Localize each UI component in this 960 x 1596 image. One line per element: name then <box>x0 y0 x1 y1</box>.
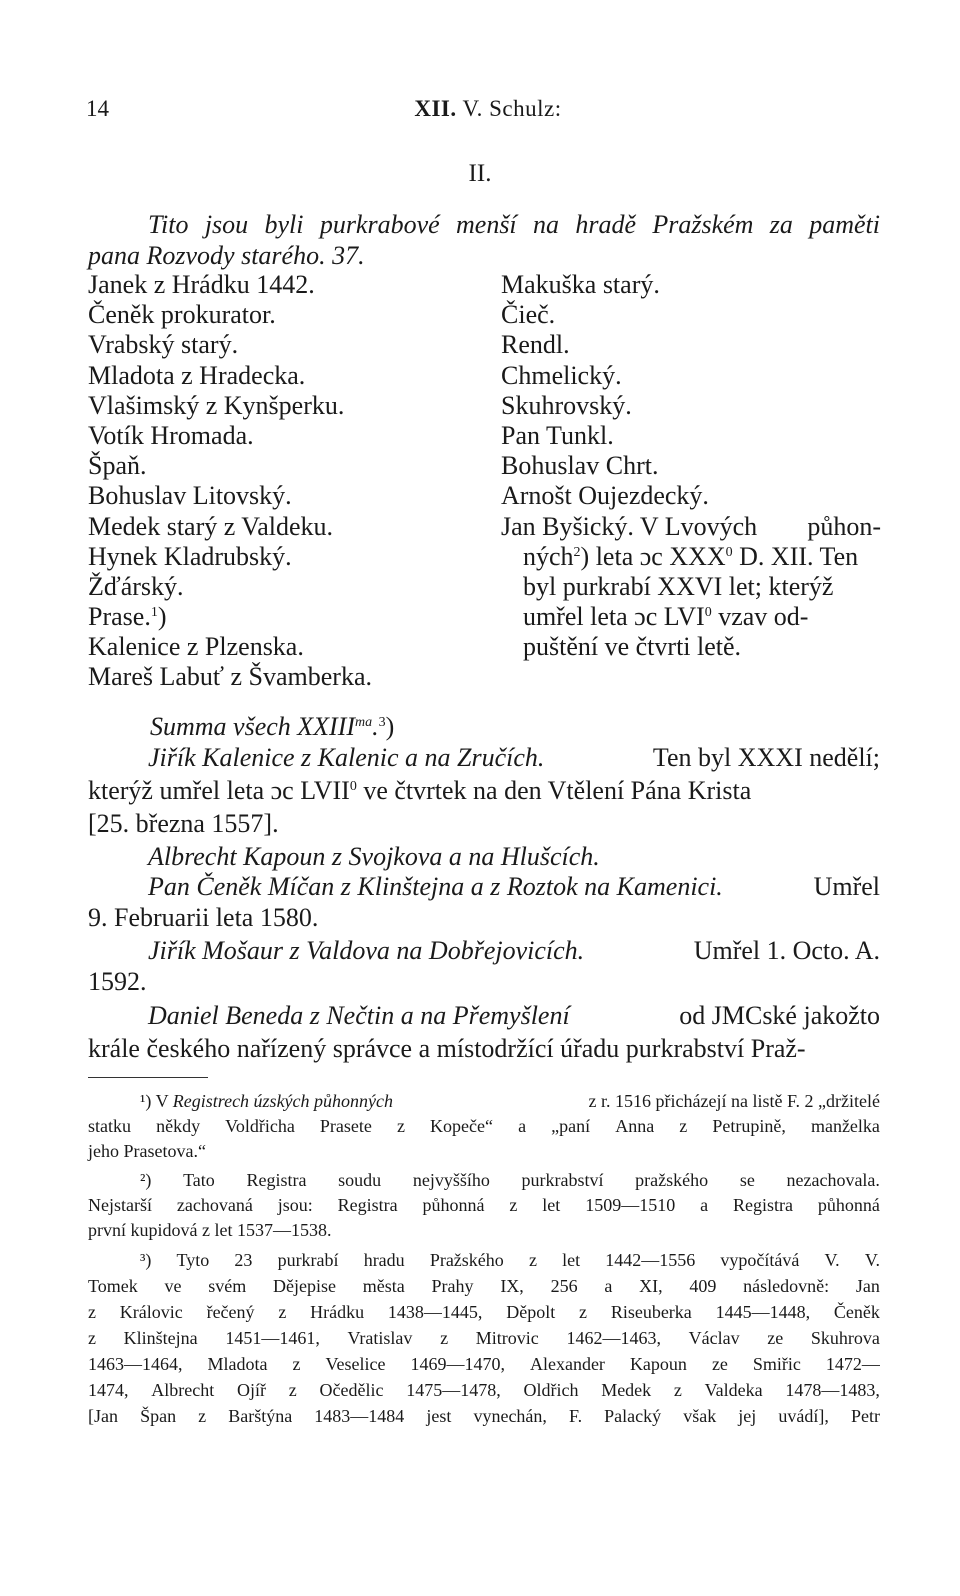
footnote-word: Očedělic <box>319 1380 384 1400</box>
footnote-word: pražského <box>635 1170 709 1190</box>
footnote-word: purkrabí <box>277 1250 339 1270</box>
footnote-word: 23 <box>234 1250 253 1270</box>
intro-word: purkrabové <box>319 210 440 239</box>
footnote-word: manželka <box>810 1116 880 1136</box>
footnote-word: IX, <box>500 1276 524 1296</box>
footnote-word: nejvyššího <box>412 1170 490 1190</box>
footnote-word: Tato <box>183 1170 215 1190</box>
para-3-rest: Umřel <box>813 872 880 901</box>
bysicky-line-4-sup: 0 <box>704 605 712 621</box>
bysicky-line-1-start: Jan Byšický. V Lvových <box>501 511 758 541</box>
footnote-word: však <box>683 1406 717 1426</box>
footnote-1-rest: z r. 1516 přicházejí na listě F. 2 „držitelé <box>588 1091 880 1111</box>
para-1-line-2-sup: 0 <box>349 779 357 794</box>
footnote-word: řečený <box>206 1302 255 1322</box>
footnote-word: F. <box>569 1406 583 1426</box>
para-1-line-2 <box>88 776 880 806</box>
footnote-word: jest <box>426 1406 452 1426</box>
intro-word: jsou <box>204 210 249 239</box>
footnote-word: Klinštejna <box>123 1328 198 1348</box>
footnote-word: 1445—1448, <box>715 1302 811 1322</box>
footnote-word: z <box>579 1302 588 1322</box>
footnote-word: svém <box>208 1276 247 1296</box>
bysicky-line-2-b: ) leta ɔc XXX <box>580 541 726 571</box>
list-item: Čeněk prokurator. <box>88 300 276 330</box>
list-item: Vrabský starý. <box>88 330 239 360</box>
running-head-volume: XII. <box>414 96 457 121</box>
footnote-2-line-2 <box>88 1192 880 1218</box>
footnote-word: Albrecht <box>151 1380 215 1400</box>
footnote-word: Vratislav <box>347 1328 413 1348</box>
footnote-word: Valdeka <box>704 1380 763 1400</box>
footnote-word: Oldřich <box>523 1380 579 1400</box>
para-1-line-2-a: kterýž umřel leta ɔc LVII <box>88 776 350 805</box>
list-item: Mladota z Hradecka. <box>88 360 306 390</box>
footnote-word: z <box>198 1406 207 1426</box>
footnote-word: ²) <box>140 1170 152 1190</box>
footnote-word: 1483—1484 <box>314 1406 405 1426</box>
list-item: Mareš Labuť z Švamberka. <box>88 662 373 692</box>
footnote-3-line-2 <box>88 1273 880 1299</box>
footnote-word: hradu <box>363 1250 405 1270</box>
footnote-3-line-3 <box>88 1299 880 1325</box>
para-4-line-2: 1592. <box>88 967 147 996</box>
footnote-word: z <box>673 1380 682 1400</box>
footnote-ref-2: 2 <box>573 544 581 560</box>
page-number: 14 <box>86 96 109 121</box>
footnote-word: se <box>739 1170 755 1190</box>
footnote-word: Kapoun <box>629 1354 687 1374</box>
footnote-word: Děpolt <box>506 1302 556 1322</box>
footnote-word: z <box>679 1116 688 1136</box>
footnote-word: 1478—1483, <box>785 1380 880 1400</box>
list-item: Janek z Hrádku 1442. <box>88 270 315 299</box>
summa-close: ) <box>385 712 395 741</box>
footnote-word: a <box>700 1195 709 1215</box>
footnote-word: Petrupině, <box>712 1116 786 1136</box>
footnote-1-lead <box>140 1088 393 1114</box>
footnote-word: Voldřicha <box>225 1116 295 1136</box>
footnote-word: ³) <box>140 1250 152 1270</box>
list-item: Skuhrovský. <box>501 390 632 420</box>
summa-after: . <box>372 712 379 741</box>
list-item: Arnošt Oujezdecký. <box>501 481 709 511</box>
summa-line <box>150 712 394 742</box>
footnote-1-line-2 <box>88 1113 880 1139</box>
bysicky-line-4-b: vzav od- <box>711 602 809 632</box>
list-right-column <box>501 270 881 662</box>
footnote-word: 1469—1470, <box>410 1354 505 1374</box>
footnote-divider <box>88 1077 208 1078</box>
footnote-word: Registra <box>337 1195 398 1215</box>
footnote-word: let <box>542 1195 561 1215</box>
bysicky-line-2-sup: 0 <box>725 544 733 560</box>
list-left-column <box>88 270 488 693</box>
footnote-word: půhonná <box>817 1195 880 1215</box>
bysicky-line-2-c: D. XII. Ten <box>732 541 859 571</box>
footnote-word: z <box>440 1328 449 1348</box>
intro-word: za <box>769 210 793 239</box>
footnote-word: V. <box>824 1250 840 1270</box>
bysicky-line-4-a: umřel leta ɔc LVI <box>523 602 705 632</box>
footnote-word: [Jan <box>88 1406 118 1426</box>
list-item: Hynek Kladrubský. <box>88 541 292 571</box>
footnote-word: z <box>88 1328 96 1348</box>
footnote-word: Palacký <box>604 1406 662 1426</box>
footnote-word: z <box>509 1195 518 1215</box>
intro-word: Pražském <box>652 210 754 239</box>
footnote-3-line-5 <box>88 1351 880 1377</box>
intro-word: Tito <box>148 210 189 239</box>
footnote-word: Hrádku <box>310 1302 365 1322</box>
footnote-word: následovně: <box>743 1276 830 1296</box>
list-item: Bohuslav Litovský. <box>88 481 292 511</box>
intro-line-1 <box>148 210 880 240</box>
footnote-word: Veselice <box>325 1354 386 1374</box>
footnote-word: Nejstarší <box>88 1195 152 1215</box>
footnote-word: Riseuberka <box>610 1302 692 1322</box>
para-1-rest: Ten byl XXXI nedělí; <box>652 743 880 772</box>
footnote-word: „paní <box>551 1116 591 1136</box>
bysicky-line-2 <box>501 542 881 572</box>
para-1-line-1 <box>148 743 880 773</box>
para-4-line-1 <box>148 936 880 966</box>
list-item: Chmelický. <box>501 360 622 390</box>
running-head-author: V. Schulz: <box>456 96 562 121</box>
footnote-word: z <box>292 1354 301 1374</box>
footnote-word: ze <box>767 1328 784 1348</box>
footnote-ref-1: 1 <box>150 605 158 621</box>
footnote-word: 1451—1461, <box>225 1328 320 1348</box>
footnote-word: půhonná <box>422 1195 485 1215</box>
footnote-word: Špan <box>140 1406 177 1426</box>
footnote-word: Registra <box>732 1195 793 1215</box>
footnote-word: 1438—1445, <box>387 1302 483 1322</box>
footnote-word: Václav <box>688 1328 740 1348</box>
footnote-word: z <box>288 1380 297 1400</box>
bysicky-line-1-end: půhon- <box>807 511 881 541</box>
footnote-ref-3: 3 <box>378 715 386 730</box>
footnote-word: a <box>518 1116 527 1136</box>
footnote-word: zachovaná <box>176 1195 253 1215</box>
footnote-word: Prahy <box>431 1276 474 1296</box>
footnote-word: Kopeče“ <box>430 1116 493 1136</box>
para-2: Albrecht Kapoun z Svojkova a na Hlušcích. <box>148 842 600 871</box>
footnote-3-line-1 <box>140 1247 880 1273</box>
list-item-prase: Prase.$^1$) <box>88 602 167 632</box>
footnote-word: 1463—1464, <box>88 1354 183 1374</box>
footnote-word: Čeněk <box>833 1302 880 1322</box>
footnote-word: 409 <box>689 1276 717 1296</box>
summa-sup: ma <box>355 715 373 730</box>
page-header <box>86 96 890 130</box>
footnote-word: 1472— <box>825 1354 880 1374</box>
running-head <box>86 96 890 122</box>
footnote-word: Smiřic <box>752 1354 801 1374</box>
footnote-word: 1474, <box>88 1380 129 1400</box>
footnote-word: vynechán, <box>473 1406 547 1426</box>
footnote-2-line-3: první kupidová z let 1537—1538. <box>88 1220 332 1240</box>
footnote-word: z <box>278 1302 287 1322</box>
footnote-word: vypočítává <box>720 1250 800 1270</box>
para-1-name: Jiřík Kalenice z Kalenic a na Zručích. <box>148 743 545 772</box>
footnote-word: purkrabství <box>521 1170 604 1190</box>
footnote-word: Mladota <box>207 1354 268 1374</box>
footnote-word: statku <box>88 1116 131 1136</box>
footnote-word: města <box>362 1276 405 1296</box>
footnote-3-line-7 <box>88 1403 880 1429</box>
footnote-1-line-1 <box>140 1088 880 1114</box>
list-item: Bohuslav Chrt. <box>501 451 659 481</box>
list-item: Votík Hromada. <box>88 420 254 450</box>
footnote-word: Mitrovic <box>475 1328 539 1348</box>
list-item: Špaň. <box>88 451 147 481</box>
footnote-word: někdy <box>156 1116 201 1136</box>
intro-line-2 <box>88 241 365 271</box>
footnote-3-line-6 <box>88 1377 880 1403</box>
footnote-word: Skuhrova <box>810 1328 880 1348</box>
para-5-line-1 <box>148 1001 880 1031</box>
intro-line-2-text: pana Rozvody starého. 37. <box>88 241 365 270</box>
list-item-text: Prase. <box>88 602 151 632</box>
footnote-1-marker: ¹) V <box>140 1091 173 1111</box>
list-item: Pan Tunkl. <box>501 420 614 450</box>
list-item: Rendl. <box>501 330 570 360</box>
list-item: Vlašimský z Kynšperku. <box>88 390 345 420</box>
footnote-word: Prasete <box>319 1116 372 1136</box>
footnote-word: nezachovala. <box>786 1170 880 1190</box>
footnote-word: 1475—1478, <box>406 1380 501 1400</box>
footnote-1-title: Registrech úzských půhonných <box>172 1091 394 1111</box>
footnote-word: Anna <box>615 1116 655 1136</box>
footnote-word: z <box>88 1302 96 1322</box>
footnote-word: Jan <box>855 1276 880 1296</box>
footnote-word: let <box>562 1250 581 1270</box>
bysicky-line-5: puštění ve čtvrti letě. <box>523 632 742 662</box>
list-item: Medek starý z Valdeku. <box>88 511 334 541</box>
para-3-line-1 <box>148 872 880 902</box>
footnote-3-line-4 <box>88 1325 880 1351</box>
intro-word: byli <box>264 210 304 239</box>
footnote-word: ve <box>164 1276 182 1296</box>
para-1-line-2-b: ve čtvrtek na den Vtělení Pána Krista <box>356 776 752 805</box>
footnote-word: Královic <box>119 1302 183 1322</box>
footnote-word: Tyto <box>176 1250 210 1270</box>
footnote-word: Petr <box>850 1406 880 1426</box>
summa-text: Summa všech XXIII <box>150 712 356 741</box>
para-5-line-2: krále českého nařízený správce a místodržící úřadu purkrabství Praž- <box>88 1034 806 1063</box>
intro-word: menší <box>456 210 517 239</box>
footnote-1-line-3: jeho Prasetova.“ <box>88 1141 206 1161</box>
para-5-rest: od JMCské jakožto <box>679 1001 880 1030</box>
footnote-word: uvádí], <box>778 1406 829 1426</box>
footnote-word: 1509—1510 <box>585 1195 676 1215</box>
footnote-word: ze <box>711 1354 728 1374</box>
para-1-line-3: [25. března 1557]. <box>88 809 279 838</box>
footnote-word: jsou: <box>277 1195 313 1215</box>
bysicky-line-2-a: ných <box>523 541 574 571</box>
footnote-word: Dějepise <box>273 1276 337 1296</box>
footnote-word: Tomek <box>88 1276 138 1296</box>
list-item: Žďárský. <box>88 571 184 601</box>
footnote-word: XI, <box>639 1276 663 1296</box>
footnote-word: 256 <box>550 1276 578 1296</box>
footnote-word: a <box>604 1276 613 1296</box>
intro-word: na <box>533 210 559 239</box>
footnote-word: z <box>528 1250 537 1270</box>
footnote-word: Medek <box>601 1380 652 1400</box>
intro-word: paměti <box>809 210 880 239</box>
footnote-word: Ojíř <box>236 1380 266 1400</box>
footnote-word: 1462—1463, <box>566 1328 661 1348</box>
para-3-line-2: 9. Februarii leta 1580. <box>88 903 319 932</box>
bysicky-line-3: byl purkrabí XXVI let; kterýž <box>523 571 834 601</box>
bysicky-line-1 <box>501 512 881 542</box>
footnote-word: Pražského <box>429 1250 504 1270</box>
list-item: Čieč. <box>501 300 556 330</box>
footnote-word: jej <box>738 1406 757 1426</box>
footnote-word: Alexander <box>529 1354 605 1374</box>
footnote-word: Registra <box>246 1170 307 1190</box>
para-4-name: Jiřík Mošaur z Valdova na Dobřejovicích. <box>148 936 585 965</box>
para-3-name: Pan Čeněk Míčan z Klinštejna a z Roztok na Kamenici. <box>148 872 723 901</box>
intro-word: hradě <box>575 210 636 239</box>
para-4-rest: Umřel 1. Octo. A. <box>693 936 880 965</box>
para-5-name: Daniel Beneda z Nečtin a na Přemyšlení <box>148 1001 570 1030</box>
bysicky-line-4 <box>501 602 881 632</box>
list-item: Kalenice z Plzenska. <box>88 632 304 662</box>
section-number: II. <box>468 160 492 187</box>
footnote-word: 1442—1556 <box>605 1250 696 1270</box>
footnote-word: V. <box>864 1250 880 1270</box>
footnote-word: soudu <box>338 1170 382 1190</box>
footnote-word: Barštýna <box>228 1406 293 1426</box>
footnote-2-line-1 <box>140 1167 880 1193</box>
list-item: Makuška starý. <box>501 270 660 299</box>
footnote-word: z <box>396 1116 405 1136</box>
